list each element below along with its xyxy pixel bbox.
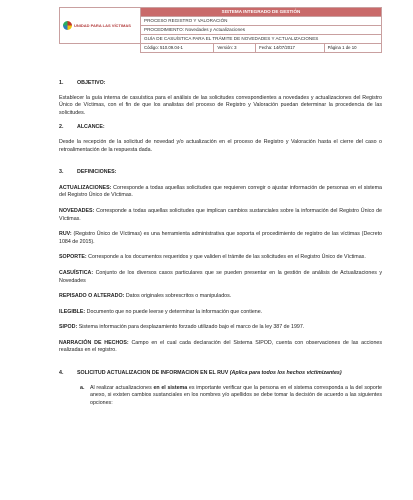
definition-item: RUV: (Registro Único de Víctimas) es una herramienta administrativa que soporta el procedimiento de registro de las víctimas (Decreto 1084 de 2015). <box>59 231 382 245</box>
codigo: Código: 510.09.04-1 <box>141 44 214 53</box>
procedimiento: PROCEDIMIENTO: Novedades y Actualizaciones <box>141 26 382 35</box>
document-header <box>59 7 382 53</box>
logo <box>63 21 137 30</box>
section-definiciones-heading: 3. DEFINICIONES: <box>59 169 117 176</box>
definition-item: NARRACIÓN DE HECHOS: Campo en el cual cada declaración del Sistema SIPOD, cuenta con observaciones de las acciones realizadas en el registro. <box>59 339 382 354</box>
subsection-a: a. Al realizar actualizaciones en el sistema es importante verificar que la persona en el sistema corresponda a la del soporte anexo, si existen cambios sustanciales en los nombres y/o apellidos se debe tomar la decisión de acuerdo a las siguientes opciones: <box>80 384 382 406</box>
fecha: Fecha: 14/07/2017 <box>256 44 324 53</box>
section-solicitud-heading: 4. SOLICITUD ACTUALIZACION DE INFORMACION EN EL RUV (Aplica para todos los hechos victimizantes) <box>59 370 342 377</box>
guia-title: GUÍA DE CASUÍSTICA PARA EL TRÁMITE DE NOVEDADES Y ACTUALIZACIONES <box>141 35 382 44</box>
definition-item: REPISADO O ALTERADO: Datos originales sobrescritos o manipulados. <box>59 293 232 300</box>
section-alcance-heading: 2. ALCANCE: <box>59 124 105 131</box>
definition-item: NOVEDADES: Corresponde a todas aquellas solicitudes que implican cambios sustanciales sobre la información del Registro Único de Víctimas. <box>59 207 382 222</box>
unidad-victimas-logo-icon <box>63 21 72 30</box>
section-objetivo-heading: 1. OBJETIVO: <box>59 80 106 86</box>
definition-item: ACTUALIZACIONES: Corresponde a todas aquellas solicitudes que requieren corregir o ajustar información de personas en el sistema del Registro Único de Víctimas. <box>59 184 382 199</box>
definition-item: ILEGIBLE: Documento que no puede leerse y determinar la información que contiene. <box>59 308 263 315</box>
pagina: Página 1 de 10 <box>324 44 381 53</box>
definition-item: SOPORTE: Corresponde a los documentos requeridos y que validen el trámite de las solicitudes en el Registro Único de Víctimas. <box>59 254 366 261</box>
section-alcance-body: Desde la recepción de la solicitud de novedad y/o actualización en el proceso de Registro y Valoración hasta el cierre del caso o retroalimentación de la respuesta dada. <box>59 138 382 153</box>
definition-item: CASUÍSTICA: Conjunto de los diversos casos particulares que se pueden presentar en la gestión de análisis de Actualizaciones y Novedades <box>59 269 382 284</box>
definition-item: SIPOD: Sistema información para desplazamiento forzado utilizado bajo el marco de la ley 387 de 1997. <box>59 324 305 331</box>
section-objetivo-body: Establecer la guía interna de casuística para el análisis de las solicitudes correspondientes a novedades y actualizaciones del Registro Único de Víctimas, con el fin de que los analistas del proceso de Registro y Valoración puedan determinar la procedencia de las solicitudes. <box>59 94 382 116</box>
document-body <box>59 80 382 407</box>
system-title: SISTEMA INTEGRADO DE GESTIÓN <box>141 8 382 17</box>
proceso: PROCESO REGISTRO Y VALORACIÓN <box>141 17 382 26</box>
logo-text: UNIDAD PARA LAS VÍCTIMAS <box>74 22 131 28</box>
logo-cell <box>60 8 141 44</box>
version: Versión: 3 <box>214 44 256 53</box>
